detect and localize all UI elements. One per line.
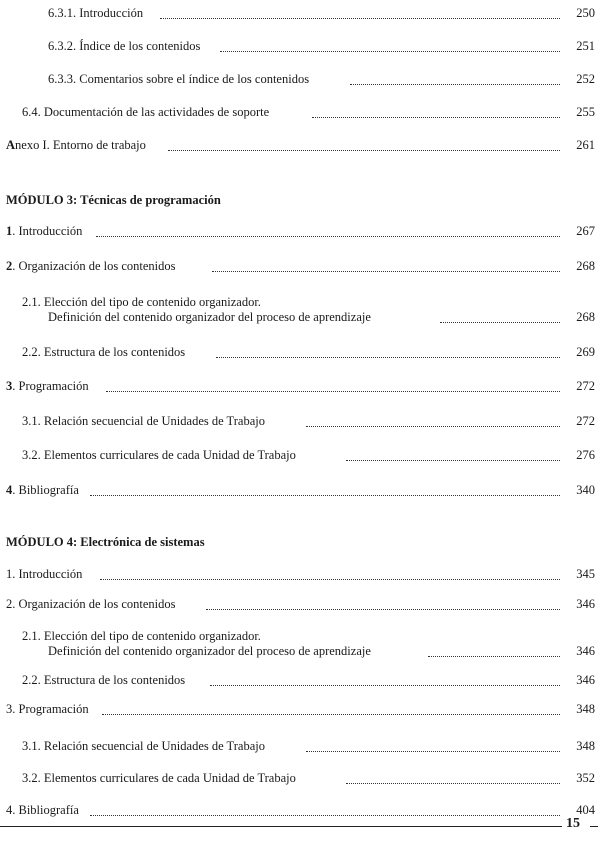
dot-leader bbox=[440, 322, 560, 323]
section-heading-title: MÓDULO 3 bbox=[6, 193, 74, 207]
toc-entry-page: 404 bbox=[573, 803, 595, 818]
toc-entry-label-text: nexo I. Entorno de trabajo bbox=[15, 138, 146, 152]
toc-entry-page: 269 bbox=[573, 345, 595, 360]
toc-entry-label: 2.2. Estructura de los contenidos bbox=[22, 673, 186, 687]
toc-entry-page: 272 bbox=[573, 414, 595, 429]
dot-leader bbox=[346, 783, 560, 784]
toc-entry-label bbox=[6, 483, 81, 498]
toc-entry-page: 255 bbox=[573, 105, 595, 120]
toc-entry bbox=[0, 104, 600, 124]
toc-entry-label-text: . Organización de los contenidos bbox=[12, 259, 176, 273]
toc-entry-label-line1: 2.1. Elección del tipo de contenido organizador. bbox=[22, 295, 261, 309]
toc-entry-page: 252 bbox=[573, 72, 595, 87]
toc-entry-label: 4. Bibliografía bbox=[6, 803, 79, 817]
toc-entry-page: 272 bbox=[573, 379, 595, 394]
toc-entry-page: 267 bbox=[573, 224, 595, 239]
toc-entry bbox=[0, 258, 600, 278]
toc-entry-prefix: 3 bbox=[6, 379, 13, 393]
toc-entry-label-line2: Definición del contenido organizador del proceso de aprendizaje bbox=[48, 644, 371, 658]
section-heading-modulo3 bbox=[6, 193, 221, 208]
dot-leader bbox=[306, 751, 560, 752]
toc-entry bbox=[0, 672, 600, 692]
footer-dash bbox=[590, 826, 598, 827]
toc-entry bbox=[0, 447, 600, 467]
toc-entry bbox=[0, 701, 600, 721]
toc-entry bbox=[0, 413, 600, 433]
toc-entry-page: 251 bbox=[573, 39, 595, 54]
dot-leader bbox=[96, 236, 560, 237]
toc-entry bbox=[0, 5, 600, 25]
toc-entry bbox=[0, 378, 600, 398]
toc-entry-page: 348 bbox=[573, 739, 595, 754]
dot-leader bbox=[428, 656, 560, 657]
dot-leader bbox=[346, 460, 560, 461]
toc-entry-label-line1: 2.1. Elección del tipo de contenido organizador. bbox=[22, 629, 261, 643]
toc-entry-page: 346 bbox=[573, 673, 595, 688]
toc-entry-label-line2: Definición del contenido organizador del proceso de aprendizaje bbox=[48, 310, 371, 324]
dot-leader bbox=[212, 271, 560, 272]
toc-entry-label: 6.4. Documentación de las actividades de soporte bbox=[22, 105, 270, 119]
dot-leader bbox=[210, 685, 560, 686]
dot-leader bbox=[106, 391, 560, 392]
toc-entry-label: 2.2. Estructura de los contenidos bbox=[22, 345, 186, 359]
toc-entry-label: 6.3.2. Índice de los contenidos bbox=[48, 39, 201, 53]
dot-leader bbox=[168, 150, 560, 151]
toc-entry bbox=[0, 38, 600, 58]
toc-entry-label: 6.3.3. Comentarios sobre el índice de los contenidos bbox=[48, 72, 310, 86]
toc-entry bbox=[0, 627, 600, 663]
dot-leader bbox=[100, 579, 560, 580]
toc-entry-label bbox=[22, 629, 373, 659]
toc-entry-page: 348 bbox=[573, 702, 595, 717]
footer-rule bbox=[0, 826, 562, 827]
toc-entry bbox=[0, 71, 600, 91]
toc-entry bbox=[0, 802, 600, 822]
dot-leader bbox=[220, 51, 560, 52]
toc-entry-label: 1. Introducción bbox=[6, 567, 83, 581]
section-heading-modulo4 bbox=[6, 535, 205, 550]
toc-entry-page: 340 bbox=[573, 483, 595, 498]
toc-entry-label: 3.2. Elementos curriculares de cada Unidad de Trabajo bbox=[22, 771, 296, 785]
toc-entry-page: 346 bbox=[573, 597, 595, 612]
toc-entry-label bbox=[22, 295, 373, 325]
toc-entry-label bbox=[6, 138, 148, 153]
toc-entry-prefix: A bbox=[6, 138, 16, 152]
dot-leader bbox=[160, 18, 560, 19]
toc-entry-label: 3.2. Elementos curriculares de cada Unidad de Trabajo bbox=[22, 448, 296, 462]
toc-entry bbox=[0, 596, 600, 616]
toc-entry bbox=[0, 482, 600, 502]
toc-entry-page: 346 bbox=[573, 644, 595, 659]
toc-entry-prefix: 1 bbox=[6, 224, 13, 238]
section-heading-title: MÓDULO 4 bbox=[6, 535, 74, 549]
toc-entry-label: 3.1. Relación secuencial de Unidades de Trabajo bbox=[22, 414, 265, 428]
toc-entry-page: 268 bbox=[573, 259, 595, 274]
toc-entry-label: 6.3.1. Introducción bbox=[48, 6, 144, 20]
section-heading-subtitle: : Electrónica de sistemas bbox=[73, 535, 205, 549]
toc-entry-label: 3. Programación bbox=[6, 702, 89, 716]
toc-entry-label-text: . Introducción bbox=[12, 224, 83, 238]
toc-entry bbox=[0, 137, 600, 157]
toc-entry bbox=[0, 738, 600, 758]
toc-entry-prefix: 4 bbox=[6, 483, 13, 497]
toc-entry-page: 268 bbox=[573, 310, 595, 325]
dot-leader bbox=[90, 815, 560, 816]
toc-entry-label-text: . Programación bbox=[12, 379, 89, 393]
dot-leader bbox=[312, 117, 560, 118]
toc-entry-page: 345 bbox=[573, 567, 595, 582]
toc-entry-page: 276 bbox=[573, 448, 595, 463]
footer-page-number: 15 bbox=[566, 816, 580, 831]
dot-leader bbox=[90, 495, 560, 496]
section-heading-subtitle: : Técnicas de programación bbox=[73, 193, 221, 207]
toc-entry-label-text: . Bibliografía bbox=[12, 483, 79, 497]
toc-entry bbox=[0, 344, 600, 364]
toc-entry bbox=[0, 566, 600, 586]
dot-leader bbox=[102, 714, 560, 715]
dot-leader bbox=[350, 84, 560, 85]
toc-entry-page: 352 bbox=[573, 771, 595, 786]
toc-entry bbox=[0, 293, 600, 329]
toc-entry-label bbox=[6, 379, 91, 394]
dot-leader bbox=[206, 609, 560, 610]
toc-entry-page: 250 bbox=[573, 6, 595, 21]
dot-leader bbox=[216, 357, 560, 358]
toc-entry-label: 2. Organización de los contenidos bbox=[6, 597, 176, 611]
toc-entry-label bbox=[6, 224, 84, 239]
dot-leader bbox=[306, 426, 560, 427]
toc-entry-label bbox=[6, 259, 178, 274]
toc-entry-page: 261 bbox=[573, 138, 595, 153]
toc-entry-prefix: 2 bbox=[6, 259, 13, 273]
toc-entry bbox=[0, 223, 600, 243]
toc-entry bbox=[0, 770, 600, 790]
toc-entry-label: 3.1. Relación secuencial de Unidades de Trabajo bbox=[22, 739, 265, 753]
